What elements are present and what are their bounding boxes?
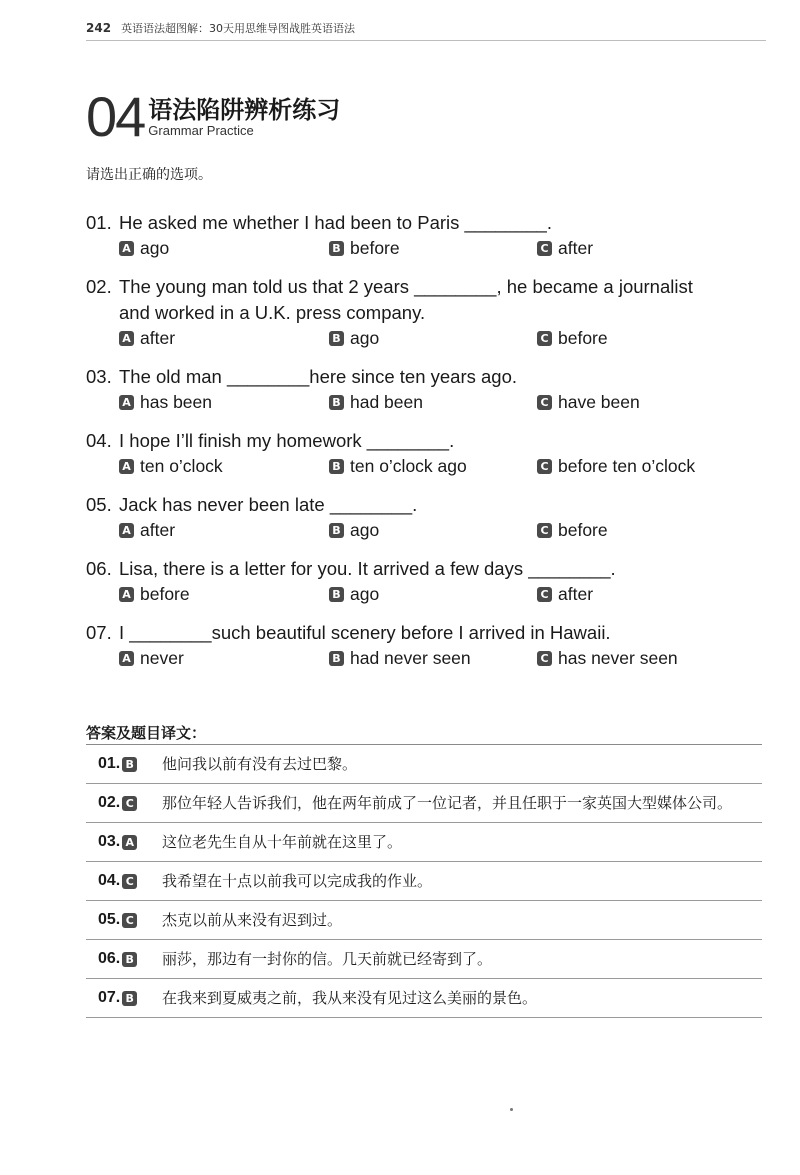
option-c (537, 238, 593, 259)
answer-translation: 在我来到夏威夷之前，我从来没有见过这么美丽的景色。 (162, 989, 538, 1007)
question-item (86, 620, 766, 670)
answer-key (98, 830, 162, 854)
option-b (329, 648, 537, 669)
answer-letter-badge: A (122, 835, 137, 850)
question-text (86, 274, 766, 300)
answer-letter-badge: B (122, 952, 137, 967)
question-text (86, 210, 766, 236)
option-b (329, 328, 537, 349)
option-letter-badge: C (537, 331, 552, 346)
option-letter-badge: C (537, 587, 552, 602)
question-text (86, 364, 766, 390)
option-b (329, 392, 537, 413)
question-number: 05. (86, 494, 112, 515)
page-number: 242 (86, 21, 112, 35)
answer-row (86, 979, 762, 1018)
section-title-cn: 语法陷阱辨析练习 (148, 96, 341, 124)
option-b (329, 584, 537, 605)
answer-row (86, 784, 762, 823)
option-b (329, 238, 537, 259)
answer-key (98, 752, 162, 776)
option-letter-badge: A (119, 241, 134, 256)
answer-translation: 他问我以前有没有去过巴黎。 (162, 755, 358, 773)
option-text: ago (350, 583, 380, 604)
answer-translation: 这位老先生自从十年前就在这里了。 (162, 833, 403, 851)
instruction: 请选出正确的选项。 (86, 167, 212, 183)
option-text: have been (558, 391, 640, 412)
option-letter-badge: B (329, 395, 344, 410)
option-text: never (140, 647, 184, 668)
option-letter-badge: C (537, 395, 552, 410)
question-number: 06. (86, 558, 112, 579)
answer-number: 02. (98, 794, 121, 811)
option-c (537, 648, 678, 669)
answer-key (98, 947, 162, 971)
section-title-text (148, 96, 340, 138)
section-number: 04 (86, 85, 145, 148)
answers-title: 答案及题目译文： (86, 724, 207, 742)
option-text: after (140, 327, 176, 348)
question-line: Jack has never been late ________. (119, 494, 418, 515)
question-item (86, 364, 766, 414)
answer-key (98, 908, 162, 932)
question-number: 03. (86, 366, 112, 387)
option-letter-badge: B (329, 241, 344, 256)
option-row (86, 390, 766, 414)
answer-row (86, 745, 762, 784)
option-row (86, 582, 766, 606)
answer-key (98, 869, 162, 893)
option-row (86, 454, 766, 478)
question-text (86, 492, 766, 518)
question-line: The young man told us that 2 years ________, he became a journalist (119, 276, 693, 297)
question-text (86, 428, 766, 454)
answer-row (86, 901, 762, 940)
question-text (86, 620, 766, 646)
option-text: ten o’clock (140, 455, 223, 476)
answer-number: 05. (98, 911, 121, 928)
option-row (86, 326, 766, 350)
option-letter-badge: B (329, 523, 344, 538)
answer-letter-badge: B (122, 757, 137, 772)
answer-number: 07. (98, 989, 121, 1006)
question-text (86, 300, 766, 326)
question-number: 07. (86, 622, 112, 643)
option-text: ago (350, 519, 380, 540)
question-list (86, 210, 766, 684)
option-text: had been (350, 391, 423, 412)
option-c (537, 584, 593, 605)
answer-number: 03. (98, 833, 121, 850)
option-b (329, 456, 537, 477)
option-a (119, 392, 329, 413)
option-letter-badge: A (119, 395, 134, 410)
question-item (86, 492, 766, 542)
question-number: 04. (86, 430, 112, 451)
option-text: before (140, 583, 190, 604)
option-letter-badge: B (329, 331, 344, 346)
section-title-en: Grammar Practice (148, 123, 254, 138)
answer-translation: 杰克以前从来没有迟到过。 (162, 911, 343, 929)
option-row (86, 518, 766, 542)
page-header (86, 20, 355, 36)
option-text: has been (140, 391, 213, 412)
answer-number: 06. (98, 950, 121, 967)
answer-number: 01. (98, 755, 121, 772)
question-line: He asked me whether I had been to Paris ________. (119, 212, 552, 233)
question-line: I ________such beautiful scenery before I arrived in Hawaii. (119, 622, 611, 643)
option-b (329, 520, 537, 541)
option-letter-badge: A (119, 459, 134, 474)
header-rule (86, 40, 766, 41)
option-text: before (558, 327, 608, 348)
answer-row (86, 823, 762, 862)
option-a (119, 648, 329, 669)
option-text: had never seen (350, 647, 471, 668)
option-text: ago (350, 327, 380, 348)
answer-key (98, 986, 162, 1010)
question-number: 01. (86, 212, 112, 233)
option-letter-badge: B (329, 651, 344, 666)
option-letter-badge: B (329, 459, 344, 474)
option-text: after (558, 583, 594, 604)
option-letter-badge: C (537, 241, 552, 256)
option-text: before (558, 519, 608, 540)
answer-translation: 那位年轻人告诉我们，他在两年前成了一位记者，并且任职于一家英国大型媒体公司。 (162, 794, 733, 812)
option-row (86, 646, 766, 670)
option-c (537, 328, 608, 349)
option-row (86, 236, 766, 260)
book-title: 英语语法超图解：30天用思维导图战胜英语语法 (121, 22, 356, 35)
question-line: I hope I’ll finish my homework ________. (119, 430, 455, 451)
question-item (86, 428, 766, 478)
answer-number: 04. (98, 872, 121, 889)
answer-letter-badge: C (122, 874, 137, 889)
option-a (119, 456, 329, 477)
option-text: ten o’clock ago (350, 455, 467, 476)
option-c (537, 456, 695, 477)
option-letter-badge: A (119, 331, 134, 346)
question-item (86, 274, 766, 350)
answer-letter-badge: C (122, 796, 137, 811)
answer-letter-badge: C (122, 913, 137, 928)
question-line: The old man ________here since ten years ago. (119, 366, 518, 387)
option-letter-badge: C (537, 523, 552, 538)
option-text: before ten o’clock (558, 455, 696, 476)
answer-translation: 丽莎，那边有一封你的信。几天前就已经寄到了。 (162, 950, 493, 968)
question-item (86, 556, 766, 606)
answer-key (98, 791, 162, 815)
question-number: 02. (86, 276, 112, 297)
option-c (537, 392, 640, 413)
option-letter-badge: B (329, 587, 344, 602)
question-text (86, 556, 766, 582)
option-a (119, 328, 329, 349)
option-a (119, 584, 329, 605)
option-text: has never seen (558, 647, 678, 668)
option-text: after (140, 519, 176, 540)
option-a (119, 520, 329, 541)
answer-row (86, 940, 762, 979)
option-letter-badge: C (537, 459, 552, 474)
option-c (537, 520, 608, 541)
question-item (86, 210, 766, 260)
answer-letter-badge: B (122, 991, 137, 1006)
option-letter-badge: A (119, 651, 134, 666)
option-a (119, 238, 329, 259)
option-letter-badge: A (119, 523, 134, 538)
answer-row (86, 862, 762, 901)
option-letter-badge: A (119, 587, 134, 602)
question-line: and worked in a U.K. press company. (119, 302, 426, 323)
question-line: Lisa, there is a letter for you. It arrived a few days ________. (119, 558, 616, 579)
answer-list (86, 744, 762, 1018)
speck (510, 1108, 513, 1111)
option-text: ago (140, 237, 170, 258)
option-text: before (350, 237, 400, 258)
option-letter-badge: C (537, 651, 552, 666)
answer-translation: 我希望在十点以前我可以完成我的作业。 (162, 872, 433, 890)
section-title (86, 85, 341, 148)
option-text: after (558, 237, 594, 258)
